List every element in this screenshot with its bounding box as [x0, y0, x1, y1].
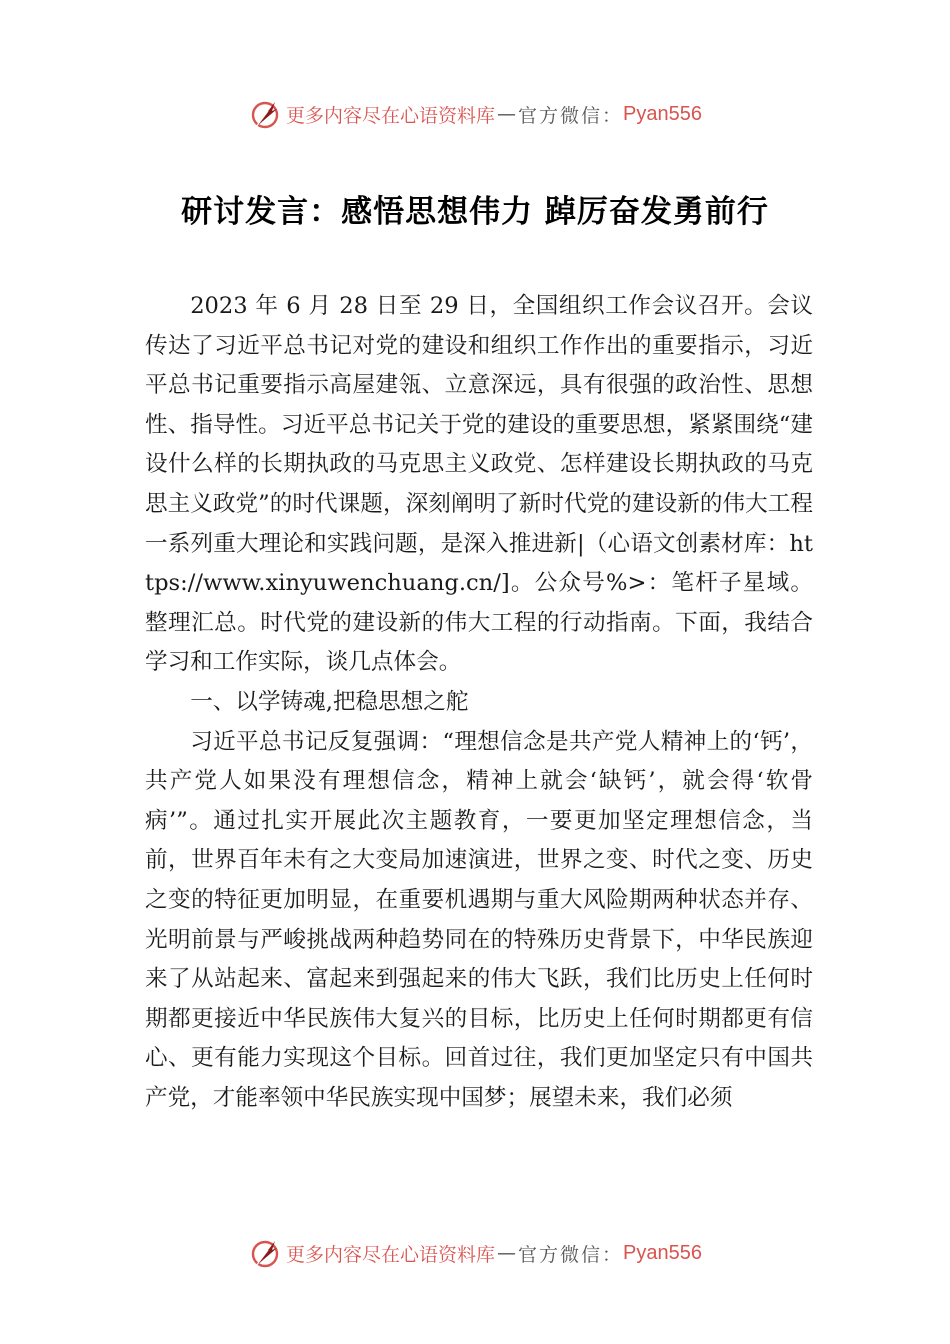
- quill-circle-logo-icon: [248, 1236, 282, 1270]
- wechat-id: Pyan556: [623, 1241, 702, 1264]
- document-body: [145, 287, 813, 1118]
- banner-text: 更多内容尽在心语资料库: [286, 104, 496, 127]
- body-paragraph-2: 习近平总书记反复强调：“理想信念是共产党人精神上的‘钙’，共产党人如果没有理想信念，精神上就会‘缺钙’，就会得‘软骨病’”。通过扎实开展此次主题教育，一要更加坚定理想信念，当前，世界百年未有之大变局加速演进，世界之变、时代之变、历史之变的特征更加明显，在重要机遇期与重大风险期两种状态并存、光明前景与严峻挑战两种趋势同在的特殊历史背景下，中华民族迎来了从站起来、富起来到强起来的伟大飞跃，我们比历史上任何时期都更接近中华民族伟大复兴的目标，比历史上任何时期都更有信心、更有能力实现这个目标。回首过往，我们更加坚定只有中国共产党，才能率领中华民族实现中国梦；展望未来，我们必须: [145, 728, 813, 1111]
- banner-separator: —: [497, 103, 517, 125]
- quill-circle-logo-icon: [248, 97, 282, 131]
- banner-separator: —: [497, 1242, 517, 1264]
- wechat-label: 官方微信：: [518, 1243, 624, 1266]
- document-title: 研讨发言：感悟思想伟力 踔厉奋发勇前行: [181, 194, 769, 230]
- section-heading-1: 一、以学铸魂,把稳思想之舵: [190, 688, 469, 715]
- wechat-id: Pyan556: [623, 102, 702, 125]
- footer-banner: [0, 1233, 950, 1273]
- header-banner: [0, 94, 950, 134]
- body-paragraph-1: 2023 年 6 月 28 日至 29 日，全国组织工作会议召开。会议传达了习近平总书记对党的建设和组织工作作出的重要指示，习近平总书记重要指示高屋建瓴、立意深远，具有很强的政治性、思想性、指导性。习近平总书记关于党的建设的重要思想，紧紧围绕“建设什么样的长期执政的马克思主义政党、怎样建设长期执政的马克思主义政党”的时代课题，深刻阐明了新时代党的建设新的伟大工程一系列重大理论和实践问题，是深入推进新|（心语文创素材库：https://www.xinyuwenchuang.cn/]。公众号%>：笔杆子星域。整理汇总。时代党的建设新的伟大工程的行动指南。下面，我结合学习和工作实际，谈几点体会。: [145, 293, 813, 676]
- banner-text: 更多内容尽在心语资料库: [286, 1243, 496, 1266]
- wechat-label: 官方微信：: [518, 104, 624, 127]
